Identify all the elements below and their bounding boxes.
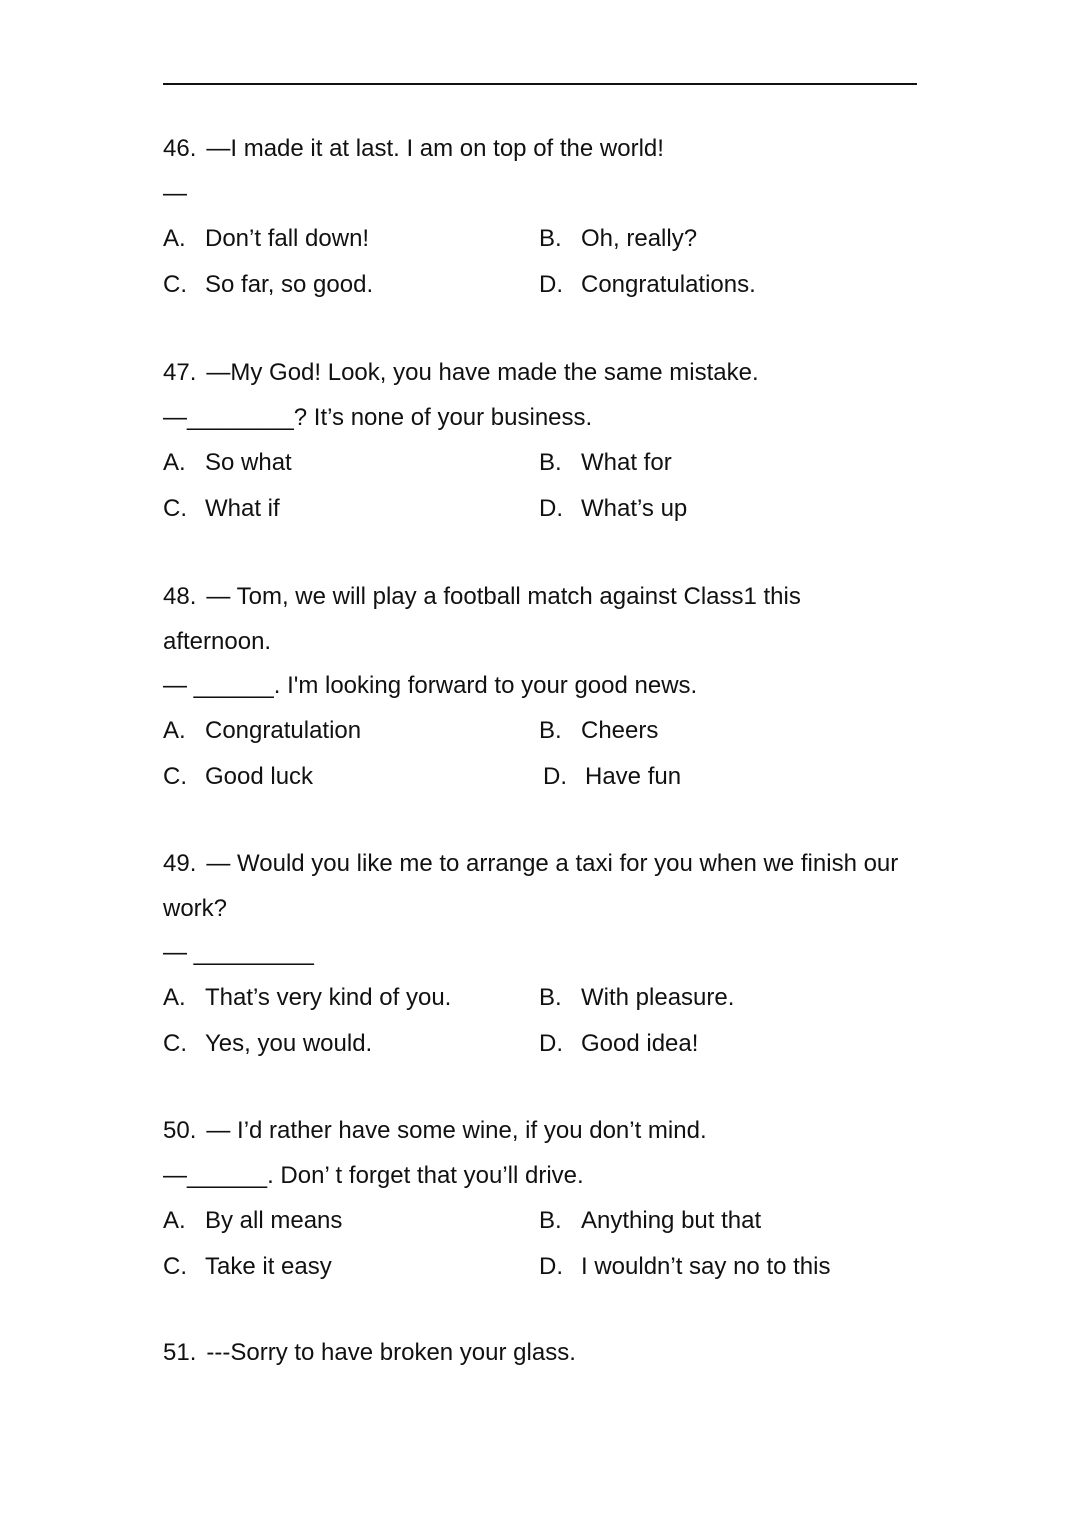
- option-d[interactable]: D. I wouldn’t say no to this: [539, 1253, 831, 1280]
- option-a[interactable]: A. By all means: [163, 1207, 343, 1234]
- options: [163, 1198, 923, 1290]
- option-b[interactable]: B. Cheers: [539, 717, 659, 744]
- option-a[interactable]: A. So what: [163, 449, 292, 476]
- option-b[interactable]: B. With pleasure.: [539, 984, 735, 1011]
- option-a[interactable]: A. Congratulation: [163, 717, 362, 744]
- question-prompt: 50. — I’d rather have some wine, if you don’t mind.: [163, 1117, 707, 1144]
- question-50: [163, 1108, 923, 1290]
- question-prompt: 49. — Would you like me to arrange a taxi for you when we finish our work?: [163, 850, 899, 922]
- question-48: [163, 574, 923, 800]
- option-c[interactable]: C. So far, so good.: [163, 271, 374, 298]
- question-reply: —: [163, 180, 187, 207]
- option-d[interactable]: D. What’s up: [539, 495, 688, 522]
- option-d[interactable]: D. Have fun: [543, 763, 682, 790]
- option-c[interactable]: C. Yes, you would.: [163, 1030, 373, 1057]
- question-49: [163, 841, 923, 1067]
- option-a[interactable]: A. That’s very kind of you.: [163, 984, 452, 1011]
- question-number: 51.: [163, 1339, 197, 1366]
- option-d[interactable]: D. Good idea!: [539, 1030, 699, 1057]
- question-reply: — _________: [163, 939, 314, 966]
- question-number: 46.: [163, 135, 197, 162]
- options: [163, 440, 923, 532]
- options: [163, 216, 923, 308]
- question-prompt: 47. —My God! Look, you have made the same mistake.: [163, 359, 759, 386]
- option-c[interactable]: C. What if: [163, 495, 280, 522]
- option-c[interactable]: C. Take it easy: [163, 1253, 332, 1280]
- question-prompt: 51. ---Sorry to have broken your glass.: [163, 1339, 576, 1366]
- question-reply: —______. Don’ t forget that you’ll drive.: [163, 1162, 584, 1189]
- option-a[interactable]: A. Don’t fall down!: [163, 225, 370, 252]
- header-rule: [163, 83, 917, 85]
- options: [163, 708, 923, 800]
- question-number: 47.: [163, 359, 197, 386]
- question-reply: — ______. I'm looking forward to your good news.: [163, 672, 698, 699]
- question-prompt: 48. — Tom, we will play a football match against Class1 this afternoon.: [163, 583, 801, 655]
- option-c[interactable]: C. Good luck: [163, 763, 314, 790]
- options: [163, 975, 923, 1067]
- question-reply: —________? It’s none of your business.: [163, 404, 593, 431]
- question-51: [163, 1330, 923, 1375]
- option-b[interactable]: B. What for: [539, 449, 672, 476]
- question-prompt: 46. —I made it at last. I am on top of the world!: [163, 135, 664, 162]
- question-number: 49.: [163, 850, 197, 877]
- option-b[interactable]: B. Anything but that: [539, 1207, 762, 1234]
- question-47: [163, 350, 923, 532]
- question-number: 50.: [163, 1117, 197, 1144]
- question-number: 48.: [163, 583, 197, 610]
- question-46: [163, 126, 923, 308]
- option-d[interactable]: D. Congratulations.: [539, 271, 756, 298]
- option-b[interactable]: B. Oh, really?: [539, 225, 698, 252]
